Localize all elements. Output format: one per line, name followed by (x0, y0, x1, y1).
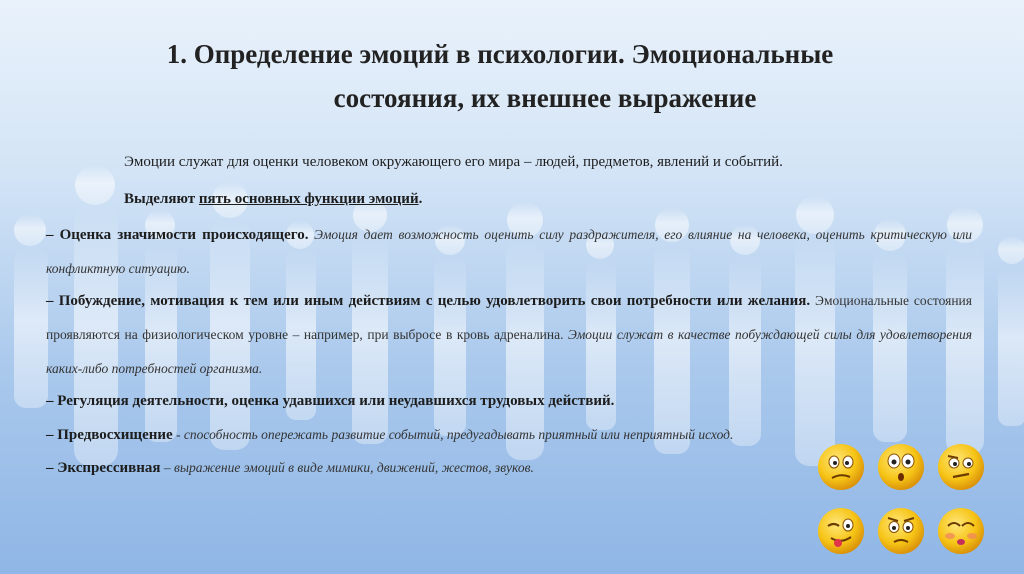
function-description: – выражение эмоций в виде мимики, движений, жестов, звуков. (160, 460, 534, 475)
intro-lead-text: Выделяют (124, 191, 199, 207)
function-description-plain: Эмоциональные состояния проявляются на физиологическом уровне – например, при выбросе в кровь адреналина. (46, 293, 972, 342)
function-title: – Оценка значимости происходящего. (46, 227, 309, 243)
winking-tongue-face-icon (816, 506, 866, 556)
function-description: - способность опережать развитие событий, предугадывать приятный или неприятный исход. (172, 427, 734, 442)
intro-text: Эмоции служат для оценки человеком окружающего его мира – людей, предметов, явлений и событий. (124, 154, 783, 170)
surprised-face-icon (876, 442, 926, 492)
intro-underlined-text: пять основных функции эмоций (198, 191, 419, 207)
function-item-motivation (46, 284, 972, 386)
title-line-2: состояния, их внешнее выражение (333, 83, 757, 113)
slide-title (100, 32, 960, 120)
function-title: – Побуждение, мотивация к тем или иным действиям с целью удовлетворить свои потребности или желания. (46, 293, 811, 309)
confused-face-icon (816, 442, 866, 492)
title-line-1: 1. Определение эмоций в психологии. Эмоциональные (166, 39, 834, 69)
function-title: – Регуляция деятельности, оценка удавшихся или неудавшихся трудовых действий. (46, 393, 615, 409)
intro-lead-end: . (418, 191, 423, 207)
function-description: Эмоции служат в качестве побуждающей силы для удовлетворения каких-либо потребностей организма. (46, 327, 972, 376)
function-item-evaluation (46, 218, 972, 286)
emoji-faces-group (808, 436, 996, 564)
skeptical-face-icon (936, 442, 986, 492)
function-title: – Предвосхищение (46, 427, 173, 443)
function-item-regulation (46, 384, 972, 418)
function-description: Эмоция дает возможность оценить силу раздражителя, его влияние на человека, оценить критическую или конфликтную ситуацию. (46, 227, 972, 276)
blushing-face-icon (936, 506, 986, 556)
function-title: – Экспрессивная (46, 460, 161, 476)
worried-face-icon (876, 506, 926, 556)
intro-lead (124, 189, 422, 209)
